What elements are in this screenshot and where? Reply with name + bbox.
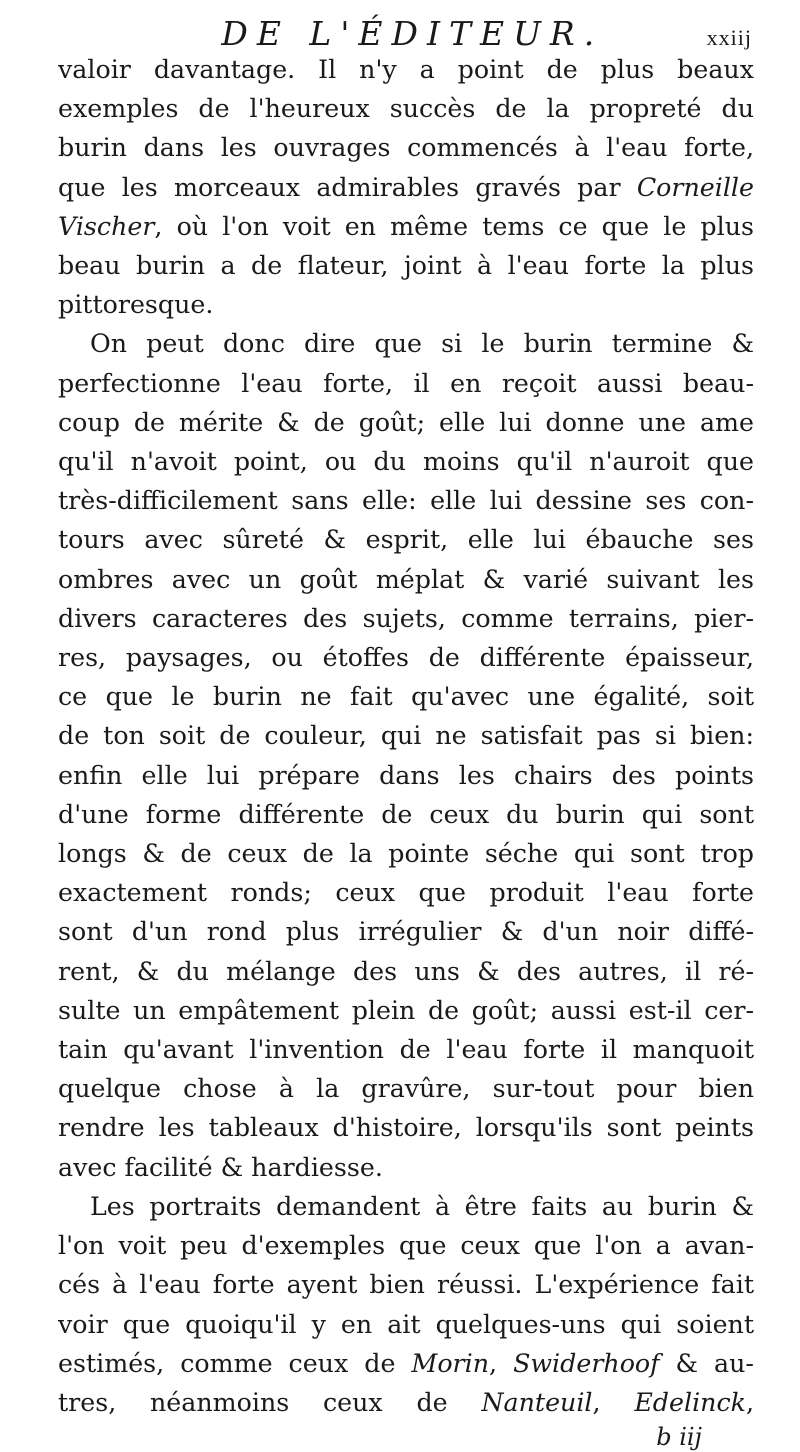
text-line: longs & de ceux de la pointe séche qui sont trop [58, 839, 754, 869]
running-head [58, 0, 754, 53]
text-line: ombres avec un goût méplat & varié suivant les [58, 564, 754, 594]
text-line: sulte un empâtement plein de goût; aussi est-il cer- [58, 995, 754, 1025]
body-text [58, 50, 754, 1422]
text-line: ce que le burin ne fait qu'avec une égalité, soit [58, 682, 754, 712]
text-line: divers caracteres des sujets, comme terrains, pier- [58, 603, 754, 633]
text-line: Vischer, où l'on voit en même tems ce que le plus [58, 211, 754, 241]
text-line: On peut donc dire que si le burin termine & [90, 329, 754, 359]
text-line: que les morceaux admirables gravés par Corneille [58, 172, 754, 202]
text-line: cés à l'eau forte ayent bien réussi. L'expérience fait [58, 1270, 754, 1300]
text-line: voir que quoiqu'il y en ait quelques-uns qui soient [58, 1309, 754, 1339]
text-line: burin dans les ouvrages commencés à l'eau forte, [58, 133, 754, 163]
text-line: tain qu'avant l'invention de l'eau forte il manquoit [58, 1035, 754, 1065]
text-line: valoir davantage. Il n'y a point de plus beaux [58, 55, 754, 84]
text-line: rendre les tableaux d'histoire, lorsqu'ils sont peints [58, 1113, 754, 1143]
text-line: tours avec sûreté & esprit, elle lui ébauche ses [58, 525, 754, 555]
text-line: d'une forme différente de ceux du burin qui sont [58, 799, 754, 829]
text-line: très-difficilement sans elle: elle lui dessine ses con- [58, 486, 754, 516]
text-line: qu'il n'avoit point, ou du moins qu'il n'auroit que [58, 447, 754, 477]
text-line: l'on voit peu d'exemples que ceux que l'on a avan- [58, 1231, 754, 1261]
text-line: de ton soit de couleur, qui ne satisfait pas si bien: [58, 721, 754, 751]
text-line: estimés, comme ceux de Morin, Swiderhoof & au- [58, 1348, 754, 1378]
text-line: coup de mérite & de goût; elle lui donne une ame [58, 407, 754, 437]
text-line: exactement ronds; ceux que produit l'eau forte [58, 878, 754, 908]
text-line: avec facilité & hardiesse. [58, 1152, 383, 1182]
page-number: xxiij [706, 25, 752, 50]
text-line: tres, néanmoins ceux de Nanteuil, Edelinck, [58, 1387, 754, 1417]
text-line: res, paysages, ou étoffes de différente épaisseur, [58, 643, 754, 673]
running-head-title: DE L'ÉDITEUR. [221, 14, 604, 53]
text-line: exemples de l'heureux succès de la propreté du [58, 94, 754, 124]
text-line: beau burin a de flateur, joint à l'eau forte la plus [58, 251, 754, 281]
text-line: enfin elle lui prépare dans les chairs des points [58, 760, 754, 790]
text-line: quelque chose à la gravûre, sur-tout pour bien [58, 1074, 754, 1104]
text-line: pittoresque. [58, 290, 214, 320]
text-line: rent, & du mélange des uns & des autres, il ré- [58, 956, 754, 986]
text-line: Les portraits demandent à être faits au burin & [90, 1191, 754, 1221]
text-line: sont d'un rond plus irrégulier & d'un noir diffé- [58, 917, 754, 947]
text-line: perfectionne l'eau forte, il en reçoit aussi beau- [58, 368, 754, 398]
signature-mark: b iij [656, 1423, 702, 1452]
